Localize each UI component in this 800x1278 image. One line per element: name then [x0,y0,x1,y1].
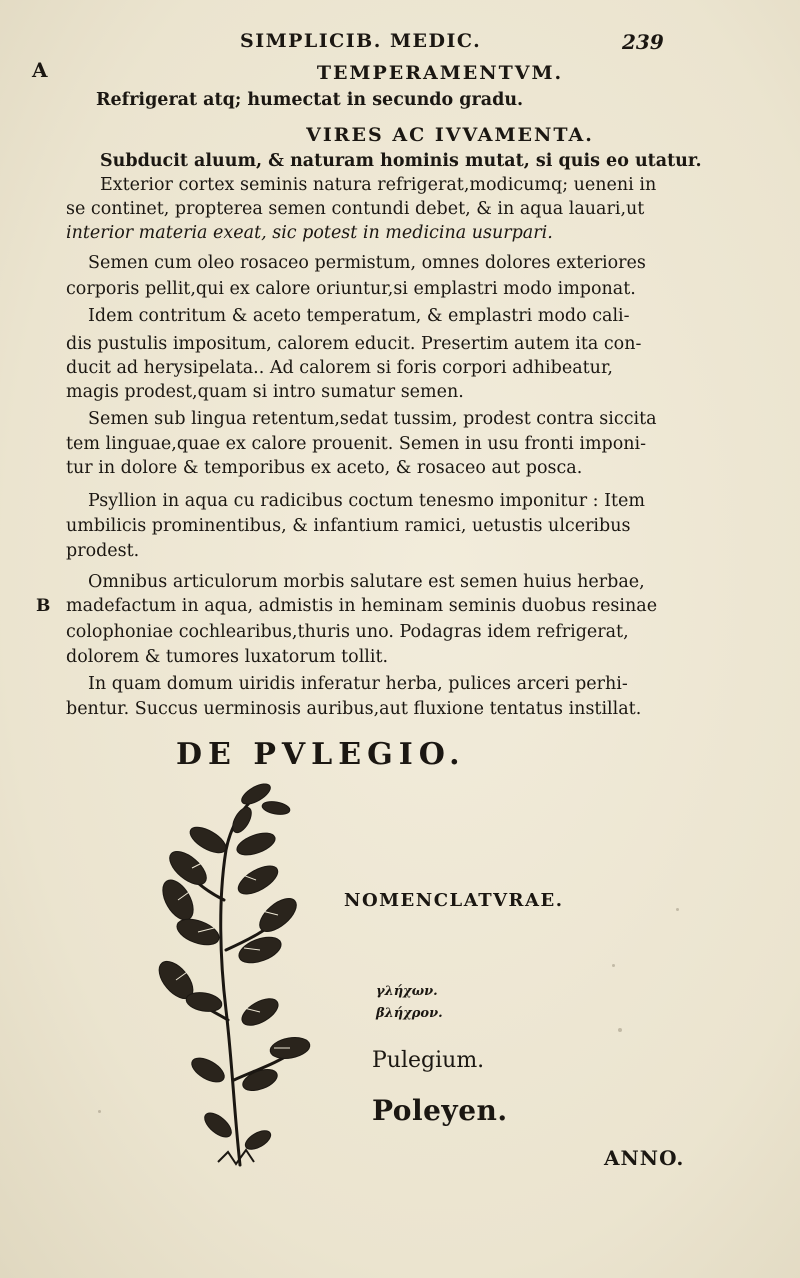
greek-name-2: βλήχρον. [376,1006,443,1021]
text-line: In quam domum uiridis inferatur herba, pulices arceri perhi- [88,674,628,694]
catchword: ANNO. [604,1146,685,1170]
paper-speck [612,964,615,967]
text-line: prodest. [66,541,140,561]
running-head-title: SIMPLICIB. MEDIC. [240,30,482,52]
latin-name: Pulegium. [372,1048,485,1073]
text-line: tem linguae,quae ex calore prouenit. Semen in usu fronti imponi- [66,434,647,454]
text-line: ducit ad herysipelata.. Ad calorem si foris corpori adhibeatur, [66,358,613,378]
text-line: Exterior cortex seminis natura refrigerat,modicumq; ueneni in [100,175,657,195]
paper-speck [98,1110,101,1113]
greek-name-1: γλήχων. [376,984,438,999]
text-line: corporis pellit,qui ex calore oriuntur,si emplastri modo imponat. [66,279,636,299]
pulegium-plant-woodcut-icon [148,780,318,1170]
text-line: Idem contritum & aceto temperatum, & emplastri modo cali- [88,306,630,326]
text-line: Semen sub lingua retentum,sedat tussim, prodest contra siccita [88,409,657,429]
text-line: dolorem & tumores luxatorum tollit. [66,647,389,667]
text-line: interior materia exeat, sic potest in medicina usurpari. [66,223,553,243]
page-number: 239 [622,30,664,54]
german-name: Poleyen. [372,1094,508,1127]
paper-speck [676,908,679,911]
temperamentum-heading: TEMPERAMENTVM. [316,62,564,84]
text-line: magis prodest,quam si intro sumatur semen. [66,382,464,402]
margin-letter-b: B [36,596,51,616]
temperamentum-text: Refrigerat atq; humectat in secundo gradu. [96,90,524,110]
text-line: dis pustulis impositum, calorem educit. Presertim autem ita con- [66,334,642,354]
text-line: Omnibus articulorum morbis salutare est semen huius herbae, [88,572,645,592]
text-line: se continet, propterea semen contundi debet, & in aqua lauari,ut [66,199,645,219]
chapter-heading: DE PVLEGIO. [176,737,466,772]
text-line: tur in dolore & temporibus ex aceto, & rosaceo aut posca. [66,458,583,478]
text-line: bentur. Succus uerminosis auribus,aut fluxione tentatus instillat. [66,699,642,719]
text-line: Psyllion in aqua cu radicibus coctum tenesmo imponitur : Item [88,491,645,511]
text-line: Subducit aluum, & naturam hominis mutat, si quis eo utatur. [100,151,702,171]
margin-letter-a: A [32,58,48,82]
text-line: colophoniae cochlearibus,thuris uno. Podagras idem refrigerat, [66,622,629,642]
paper-speck [618,1028,622,1032]
nomenclaturae-heading: NOMENCLATVRAE. [344,890,564,911]
text-line: madefactum in aqua, admistis in heminam seminis duobus resinae [66,596,658,616]
text-line: umbilicis prominentibus, & infantium ramici, uetustis ulceribus [66,516,631,536]
running-head [0,30,800,60]
vires-heading: VIRES AC IVVAMENTA. [306,124,594,146]
text-line: Semen cum oleo rosaceo permistum, omnes dolores exteriores [88,253,646,273]
